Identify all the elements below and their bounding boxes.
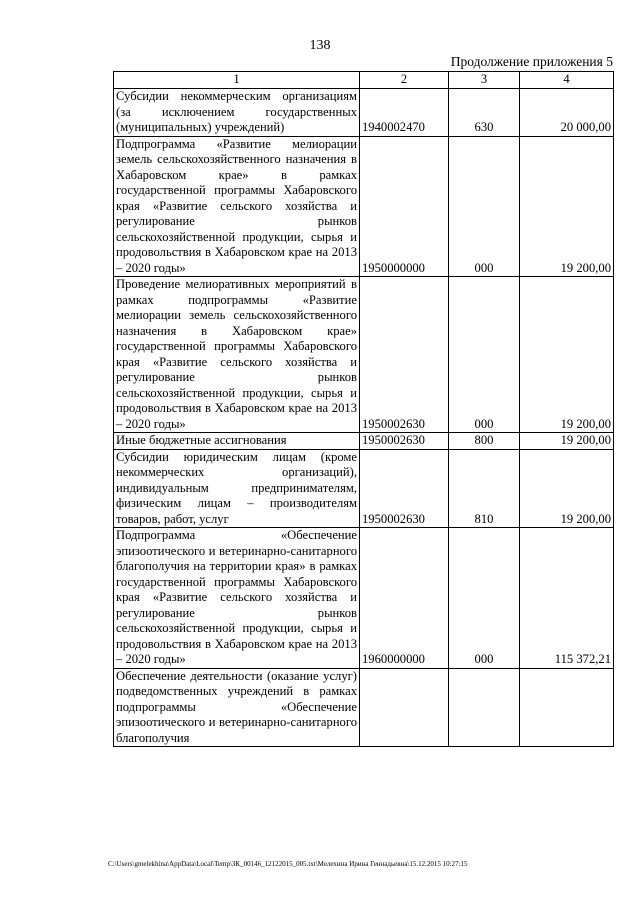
row-expense-type — [449, 668, 520, 747]
row-name: Обеспечение деятельности (оказание услуг) подведомственных учреждений в рамках подпрограммы «Обеспечение эпизоотического и ветеринарно-санитарного благополучия — [114, 668, 360, 747]
row-name: Подпрограмма «Развитие мелиорации земель сельскохозяйственного назначения в Хабаровском крае» в рамках государственной программы Хабаровского края «Развитие сельского хозяйства и регулирование рынков сельскохозяйственной продукции, сырья и продовольствия в Хабаровском крае на 2013 – 2020 годы» — [114, 136, 360, 277]
row-amount: 19 200,00 — [520, 277, 614, 433]
table-row — [114, 668, 614, 747]
row-target-code — [360, 668, 449, 747]
column-header-2: 2 — [360, 72, 449, 89]
row-target-code: 1950002630 — [360, 433, 449, 450]
row-target-code: 1960000000 — [360, 528, 449, 669]
row-target-code: 1950002630 — [360, 277, 449, 433]
continuation-caption: Продолжение приложения 5 — [450, 54, 613, 69]
row-expense-type: 810 — [449, 449, 520, 528]
row-amount: 19 200,00 — [520, 433, 614, 450]
column-number-row — [114, 72, 614, 89]
row-expense-type: 630 — [449, 89, 520, 137]
row-expense-type: 000 — [449, 277, 520, 433]
column-header-4: 4 — [520, 72, 614, 89]
page-number: 138 — [309, 38, 331, 53]
row-name: Подпрограмма «Обеспечение эпизоотического и ветеринарно-санитарного благополучия на территории края» в рамках государственной программы Хабаровского края «Развитие сельского хозяйства и регулирование рынков сельскохозяйственной продукции, сырья и продовольствия в Хабаровском крае на 2013 – 2020 годы» — [114, 528, 360, 669]
row-target-code: 1940002470 — [360, 89, 449, 137]
column-header-1: 1 — [114, 72, 360, 89]
row-expense-type: 000 — [449, 528, 520, 669]
budget-table — [113, 71, 614, 747]
row-name: Проведение мелиоративных мероприятий в рамках подпрограммы «Развитие мелиорации земель сельскохозяйственного назначения в Хабаровском крае» государственной программы Хабаровского края «Развитие сельского хозяйства и регулирование рынков сельскохозяйственной продукции, сырья и продовольствия в Хабаровском крае на 2013 – 2020 годы» — [114, 277, 360, 433]
row-expense-type: 800 — [449, 433, 520, 450]
row-name: Субсидии некоммерческим организациям (за исключением государственных (муниципальных) учреждений) — [114, 89, 360, 137]
row-amount — [520, 668, 614, 747]
row-amount: 115 372,21 — [520, 528, 614, 669]
table-row — [114, 433, 614, 450]
row-expense-type: 000 — [449, 136, 520, 277]
row-amount: 19 200,00 — [520, 136, 614, 277]
column-header-3: 3 — [449, 72, 520, 89]
row-target-code: 1950002630 — [360, 449, 449, 528]
table-row — [114, 89, 614, 137]
table-row — [114, 528, 614, 669]
table-row — [114, 449, 614, 528]
row-name: Иные бюджетные ассигнования — [114, 433, 360, 450]
table-row — [114, 136, 614, 277]
table-row — [114, 277, 614, 433]
row-name: Субсидии юридическим лицам (кроме некоммерческих организаций), индивидуальным предпринимателям, физическим лицам – производителям товаров, работ, услуг — [114, 449, 360, 528]
row-target-code: 1950000000 — [360, 136, 449, 277]
row-amount: 20 000,00 — [520, 89, 614, 137]
row-amount: 19 200,00 — [520, 449, 614, 528]
file-path-footer: C:\Users\gmelekhina\AppData\Local\Temp\ЗК_00146_12122015_005.txt\Мелехина Ирина Геннадьевна\15.12.2015 10:27:15 — [108, 860, 468, 868]
